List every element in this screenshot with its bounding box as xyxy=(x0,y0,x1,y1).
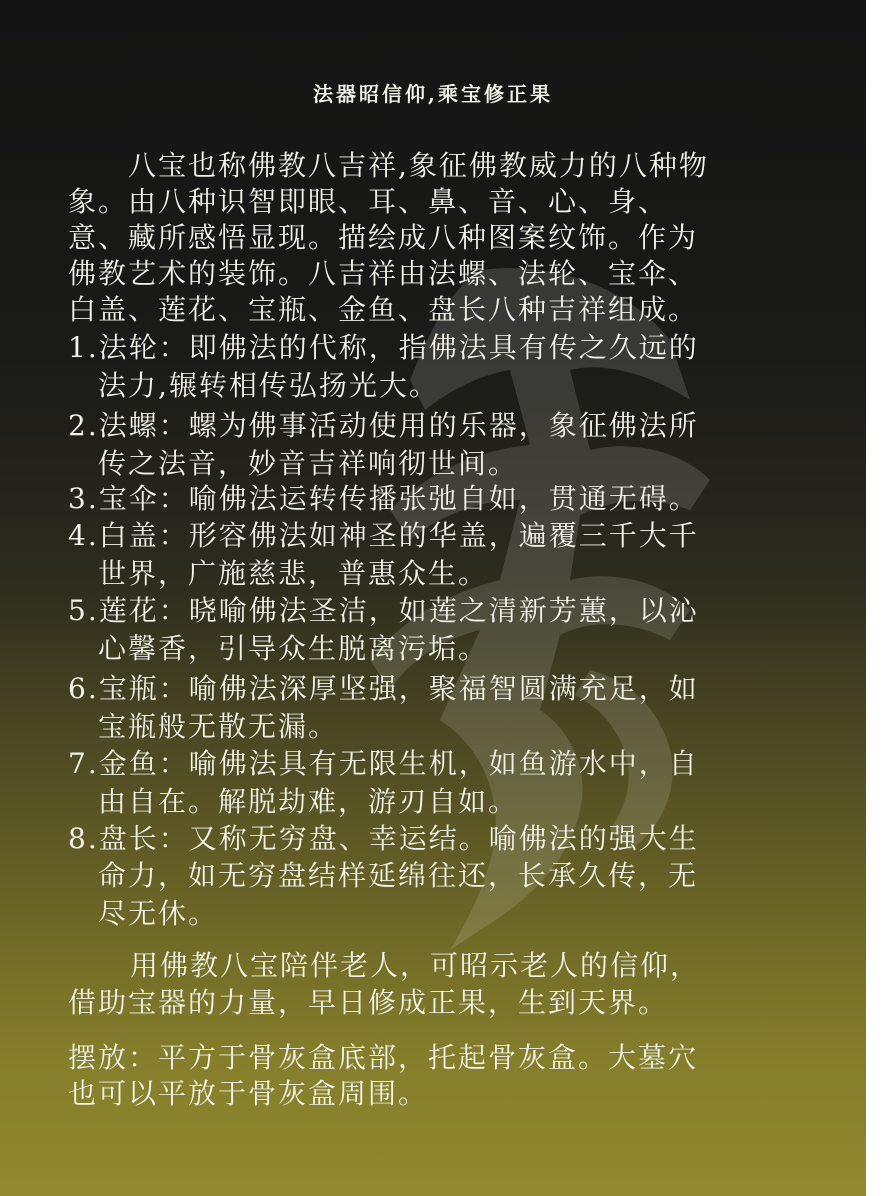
list-item-8-continuation: 尽无休。 xyxy=(98,897,219,930)
list-item-2-continuation: 传之法音，妙音吉祥响彻世间。 xyxy=(98,447,519,480)
list-item-5-continuation: 心馨香，引导众生脱离污垢。 xyxy=(98,632,489,665)
list-item-7: 7.金鱼：喻佛法具有无限生机，如鱼游水中，自 xyxy=(68,747,699,780)
intro-line: 意、藏所感悟显现。描绘成八种图案纹饰。作为 xyxy=(68,221,699,254)
list-item-1: 1.法轮：即佛法的代称，指佛法具有传之久远的 xyxy=(68,331,699,364)
closing-line: 借助宝器的力量，早日修成正果，生到天界。 xyxy=(68,986,669,1019)
list-item-3: 3.宝伞：喻佛法运转传播张弛自如，贯通无碍。 xyxy=(68,482,699,515)
closing-line: 用佛教八宝陪伴老人，可昭示老人的信仰， xyxy=(130,949,701,982)
list-item-4-continuation: 世界，广施慈悲，普惠众生。 xyxy=(98,557,489,590)
list-item-7-continuation: 由自在。解脱劫难，游刃自如。 xyxy=(98,785,519,818)
list-item-8: 8.盘长：又称无穷盘、幸运结。喻佛法的强大生 xyxy=(68,822,699,855)
list-item-1-continuation: 法力,辗转相传弘扬光大。 xyxy=(98,369,439,402)
intro-line: 八宝也称佛教八吉祥,象征佛教威力的八种物 xyxy=(128,149,709,182)
list-item-6-continuation: 宝瓶般无散无漏。 xyxy=(98,710,339,743)
list-item-8-continuation: 命力，如无穷盘结样延绵往还，长承久传，无 xyxy=(98,859,699,892)
list-item-2: 2.法螺：螺为佛事活动使用的乐器，象征佛法所 xyxy=(68,409,699,442)
placement-line: 也可以平放于骨灰盒周围。 xyxy=(68,1077,429,1110)
list-item-4: 4.白盖：形容佛法如神圣的华盖，遍覆三千大千 xyxy=(68,519,699,552)
page-margin-strip xyxy=(866,0,883,1196)
intro-line: 白盖、莲花、宝瓶、金鱼、盘长八种吉祥组成。 xyxy=(68,293,699,326)
placement-line: 摆放：平方于骨灰盒底部，托起骨灰盒。大墓穴 xyxy=(68,1041,699,1074)
intro-line: 佛教艺术的装饰。八吉祥由法螺、法轮、宝伞、 xyxy=(68,257,699,290)
list-item-5: 5.莲花：晓喻佛法圣洁，如莲之清新芳蕙，以沁 xyxy=(68,594,699,627)
intro-line: 象。由八种识智即眼、耳、鼻、音、心、身、 xyxy=(68,185,669,218)
list-item-6: 6.宝瓶：喻佛法深厚坚强，聚福智圆满充足，如 xyxy=(68,672,699,705)
page-title: 法器昭信仰,乘宝修正果 xyxy=(313,82,553,106)
